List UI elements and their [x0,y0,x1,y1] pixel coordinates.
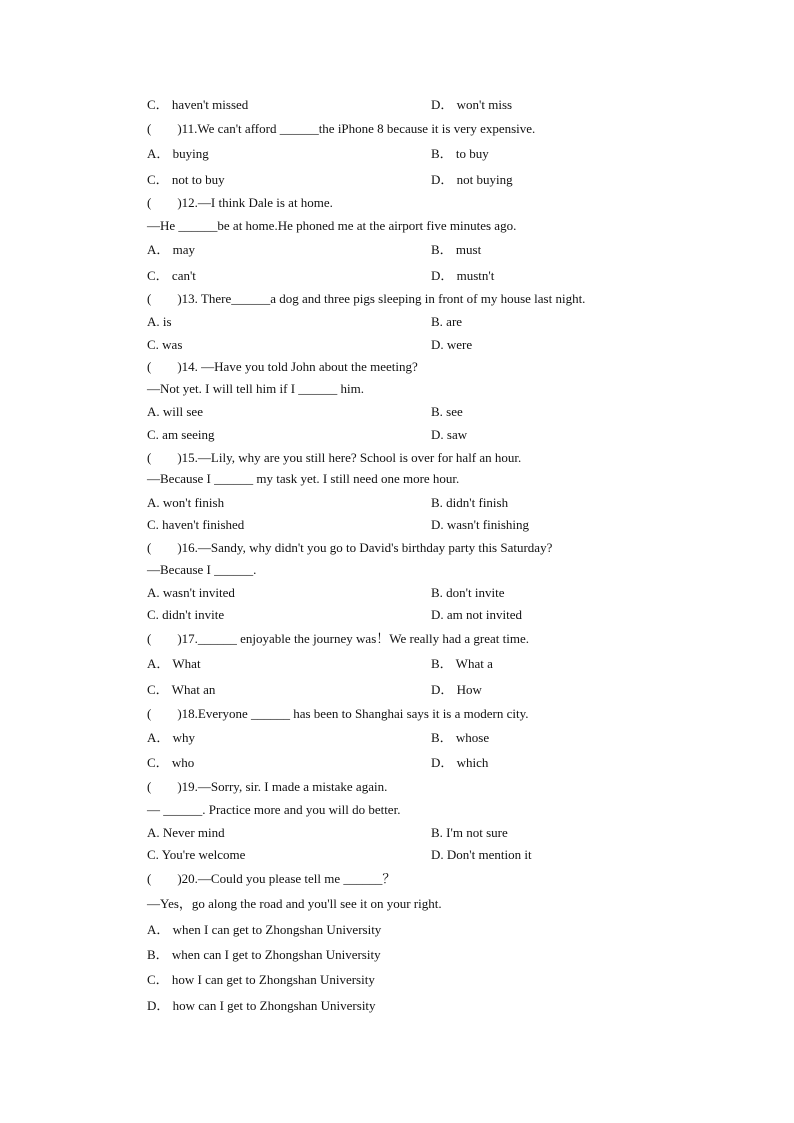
question-stem: ( )17.______ enjoyable the journey was！We really had a great time. [147,631,529,646]
question-stem: ( )11.We can't afford ______the iPhone 8 because it is very expensive. [147,121,536,136]
option-a: A. won't finish [147,495,225,510]
option-a: A. Never mind [147,825,225,840]
option-b: B． to buy [431,146,489,161]
option-a: A. will see [147,404,203,419]
question-dialogue-line: — ______. Practice more and you will do better. [147,802,401,817]
option-b: B. I'm not sure [431,825,508,840]
question-stem: ( )20.—Could you please tell me ______？ [147,871,396,886]
option-b: B． What a [431,656,493,671]
option-b: B． when can I get to Zhongshan University [147,947,381,962]
question-dialogue-line: —He ______be at home.He phoned me at the airport five minutes ago. [147,218,517,233]
option-c: C． What an [147,682,216,697]
option-a: A. is [147,314,172,329]
option-c: C． haven't missed [147,97,249,112]
option-a: A. wasn't invited [147,585,235,600]
option-b: B. didn't finish [431,495,509,510]
option-c: C. was [147,337,183,352]
option-d: D. saw [431,427,468,442]
option-a: A． What [147,656,201,671]
option-a: A． when I can get to Zhongshan University [147,922,382,937]
option-b: B． must [431,242,482,257]
option-b: B. are [431,314,463,329]
question-stem: ( )18.Everyone ______ has been to Shanghai says it is a modern city. [147,706,529,721]
option-a: A． why [147,730,196,745]
option-d: D． How [431,682,482,697]
question-dialogue-line: —Because I ______. [147,562,257,577]
option-b: B． whose [431,730,490,745]
question-dialogue-line: —Because I ______ my task yet. I still need one more hour. [147,471,460,486]
option-c: C． can't [147,268,196,283]
option-a: A． may [147,242,196,257]
option-c: C. didn't invite [147,607,225,622]
option-c: C. haven't finished [147,517,245,532]
option-d: D. wasn't finishing [431,517,530,532]
option-d: D． mustn't [431,268,495,283]
option-d: D. am not invited [431,607,522,622]
option-b: B. see [431,404,463,419]
option-c: C． how I can get to Zhongshan University [147,972,375,987]
option-c: C. You're welcome [147,847,246,862]
question-stem: ( )15.—Lily, why are you still here? School is over for half an hour. [147,450,522,465]
option-d: D． how can I get to Zhongshan University [147,998,376,1013]
question-dialogue-line: —Yes，go along the road and you'll see it on your right. [147,896,442,911]
option-d: D． won't miss [431,97,513,112]
question-stem: ( )16.—Sandy, why didn't you go to David's birthday party this Saturday? [147,540,553,555]
question-stem: ( )13. There______a dog and three pigs sleeping in front of my house last night. [147,291,586,306]
option-b: B. don't invite [431,585,505,600]
option-c: C． who [147,755,195,770]
option-c: C． not to buy [147,172,225,187]
option-d: D. were [431,337,473,352]
option-d: D． not buying [431,172,513,187]
question-stem: ( )14. —Have you told John about the meeting? [147,359,418,374]
question-stem: ( )12.—I think Dale is at home. [147,195,333,210]
question-dialogue-line: —Not yet. I will tell him if I ______ him. [147,381,365,396]
option-d: D. Don't mention it [431,847,532,862]
option-d: D． which [431,755,489,770]
question-stem: ( )19.—Sorry, sir. I made a mistake again. [147,779,388,794]
option-a: A． buying [147,146,209,161]
option-c: C. am seeing [147,427,215,442]
